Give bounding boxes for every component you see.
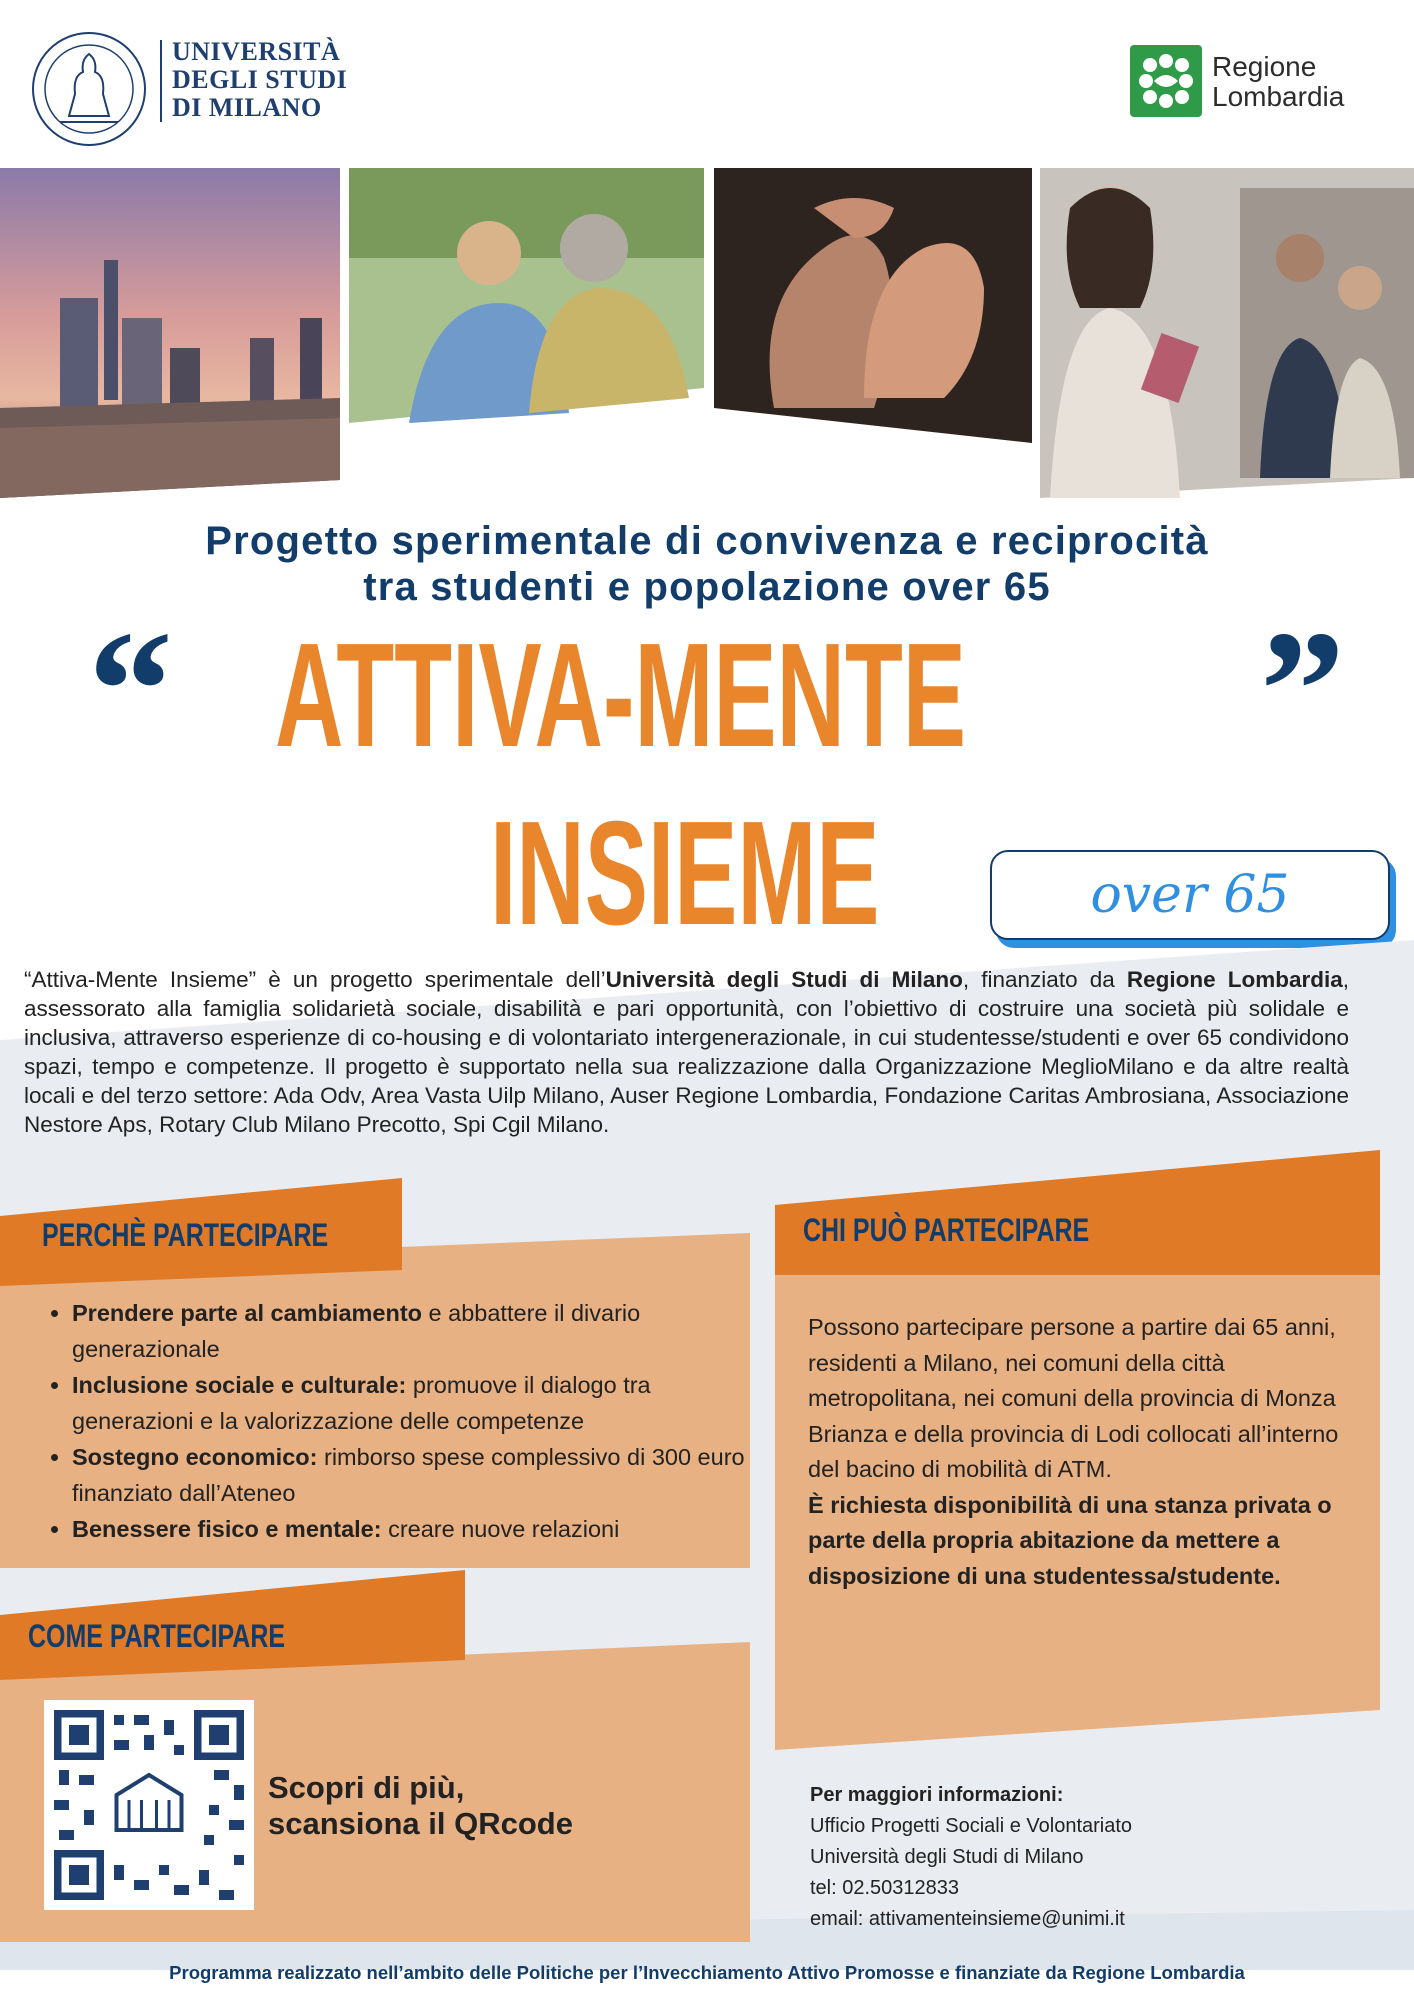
- perche-item-3: [72, 1439, 752, 1511]
- perche-list: [42, 1295, 752, 1547]
- project-subtitle: [0, 518, 1414, 610]
- contacts-office: Ufficio Progetti Sociali e Volontariato: [810, 1815, 1133, 1837]
- intro-text-1: “Attiva-Mente Insieme” è un progetto sperimentale dell’: [24, 967, 606, 992]
- title-line-1: ATTIVA-MENTE: [275, 613, 967, 778]
- header-divider: [160, 40, 162, 122]
- regione-name-line-1: Regione: [1212, 51, 1317, 82]
- regione-name-line-2: Lombardia: [1212, 81, 1345, 112]
- perche-item-4-bold: Benessere fisico e mentale:: [72, 1516, 382, 1542]
- close-quote-mark: ”: [1260, 596, 1345, 784]
- title-line-2: INSIEME: [490, 791, 880, 956]
- come-title: COME PARTECIPARE: [28, 1618, 286, 1654]
- intro-paragraph: [24, 965, 1349, 1139]
- intro-text-2: , finanziato da: [962, 967, 1127, 992]
- perche-item-2-text: promuove il dialogo tra generazioni e la valorizzazione delle competenze: [72, 1372, 651, 1434]
- chi-body: [808, 1310, 1358, 1594]
- perche-item-2-bold: Inclusione sociale e culturale:: [72, 1372, 407, 1398]
- chi-bold-text: È richiesta disponibilità di una stanza privata o parte della propria abitazione da mettere a disposizione di una studentessa/studente.: [808, 1491, 1332, 1589]
- perche-item-1-bold: Prendere parte al cambiamento: [72, 1300, 423, 1326]
- contacts-title: Per maggiori informazioni:: [810, 1784, 1064, 1806]
- qr-code-icon[interactable]: [44, 1700, 254, 1910]
- chi-title: CHI PUÒ PARTECIPARE: [803, 1212, 1090, 1248]
- open-quote-mark: “: [88, 596, 173, 784]
- contacts-email[interactable]: email: attivamenteinsieme@unimi.it: [810, 1908, 1125, 1930]
- perche-item-3-bold: Sostegno economico:: [72, 1444, 318, 1470]
- chi-text: Possono partecipare persone a partire dai 65 anni, residenti a Milano, nei comuni della città metropolitana, nei comuni della provincia di Monza Brianza e della provincia di Lodi collocati all’interno del bacino di mobilità di ATM.: [808, 1314, 1339, 1482]
- perche-item-2: [72, 1367, 752, 1439]
- contacts-block: [810, 1780, 1370, 1935]
- regione-lombardia-logo: [1130, 45, 1202, 117]
- young-woman-and-elderly-woman-photo: [349, 168, 704, 423]
- perche-item-4-text: creare nuove relazioni: [381, 1516, 620, 1542]
- perche-item-1: [72, 1295, 752, 1367]
- unimi-name-line-3: DI MILANO: [172, 93, 322, 122]
- contacts-university: Università degli Studi di Milano: [810, 1846, 1084, 1868]
- intro-unimi: Università degli Studi di Milano: [605, 967, 963, 992]
- subtitle-line-1: Progetto sperimentale di convivenza e reciprocità: [205, 519, 1209, 563]
- perche-item-1-text: e abbattere il divario generazionale: [72, 1300, 641, 1362]
- intro-text-3: , assessorato alla famiglia solidarietà sociale, disabilità e pari opportunità, con l’obiettivo di costruire una società più solidale e inclusiva, attraverso esperienze di co-housing e di volontariato intergenerazionale, in cui studentesse/studenti e over 65 condividono spazi, tempo e competenze. Il progetto è supportato nella sua realizzazione dalla Organizzazione MeglioMilano e da altre realtà locali e del terzo settore: Ada Odv, Area Vasta Uilp Milano, Auser Regione Lombardia, Fondazione Caritas Ambrosiana, Associazione Nestore Aps, Rotary Club Milano Precotto, Spi Cgil Milano.: [24, 967, 1349, 1137]
- regione-rosa-camuna-icon: [1130, 45, 1202, 117]
- over-65-badge: over 65: [990, 850, 1390, 940]
- subtitle-line-2: tra studenti e popolazione over 65: [363, 565, 1051, 609]
- unimi-name-line-2: DEGLI STUDI: [172, 65, 348, 94]
- footer-program-note: Programma realizzato nell’ambito delle Politiche per l’Invecchiamento Attivo Promosse e finanziate da Regione Lombardia: [169, 1962, 1245, 1983]
- intro-regione: Regione Lombardia: [1126, 967, 1343, 992]
- scan-qr-text: [268, 1770, 728, 1842]
- contacts-phone[interactable]: tel: 02.50312833: [810, 1877, 960, 1899]
- unimi-seal-logo: [30, 30, 148, 148]
- student-photo: [1040, 168, 1414, 498]
- scan-line-2: scansiona il QRcode: [268, 1806, 573, 1841]
- milan-skyline-photo: [0, 168, 340, 498]
- unimi-name-line-1: UNIVERSITÀ: [172, 37, 341, 66]
- perche-title: PERCHÈ PARTECIPARE: [42, 1217, 329, 1253]
- scan-line-1: Scopri di più,: [268, 1770, 465, 1805]
- perche-item-4: [72, 1511, 752, 1547]
- holding-hands-photo: [714, 168, 1032, 443]
- perche-item-3-text: rimborso spese complessivo di 300 euro finanziato dall’Ateneo: [72, 1444, 745, 1506]
